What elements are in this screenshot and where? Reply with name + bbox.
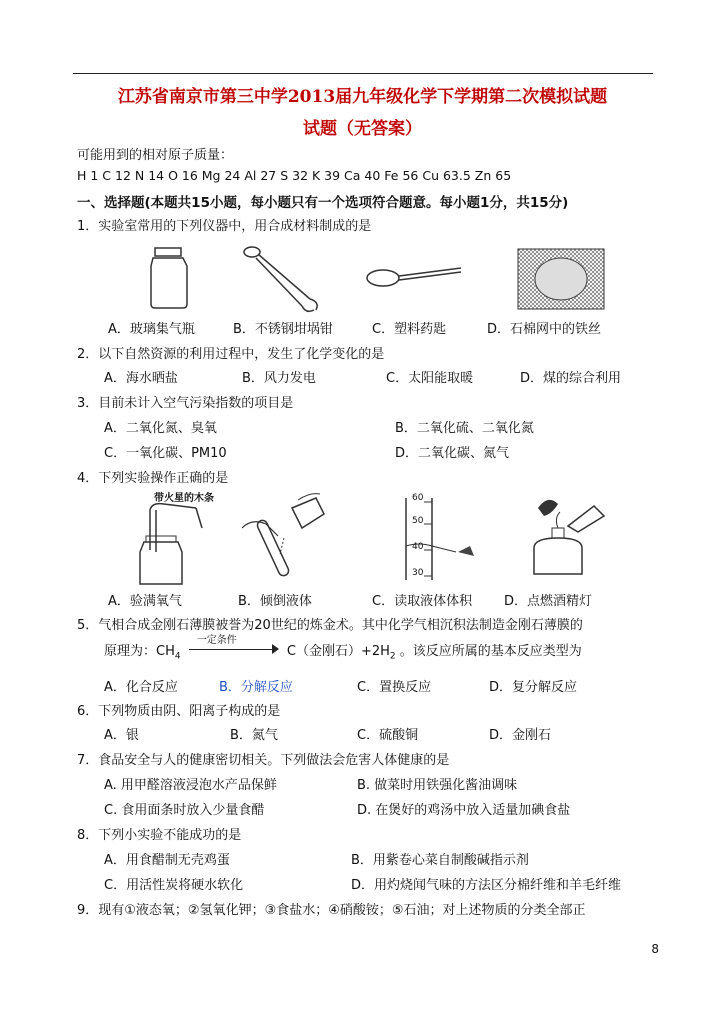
- question-8-option-a: A．用食醋制无壳鸡蛋: [104, 853, 230, 868]
- question-7-option-a: A. 用甲醛溶液浸泡水产品保鲜: [104, 778, 277, 793]
- equation-reactant: 原理为：CH: [104, 644, 175, 659]
- question-8-stem: 8．下列小实验不能成功的是: [77, 828, 242, 843]
- question-2-option-c: C．太阳能取暖: [386, 371, 474, 386]
- equation-suffix: 。该反应所属的基本反应类型为: [399, 644, 582, 659]
- question-7-option-b: B. 做菜时用铁强化酱油调味: [357, 778, 518, 793]
- equation-sub-4: 4: [174, 651, 181, 662]
- plastic-spoon-figure: [365, 262, 465, 292]
- question-5-option-a: A．化合反应: [104, 680, 178, 695]
- question-7-option-d: D. 在煲好的鸡汤中放入适量加碘食盐: [357, 803, 571, 818]
- question-2-stem: 2．以下自然资源的利用过程中，发生了化学变化的是: [77, 347, 385, 362]
- question-8-option-c: C．用活性炭将硬水软化: [104, 878, 244, 893]
- question-5-option-b: B．分解反应: [219, 680, 293, 695]
- asbestos-gauze-figure: [517, 248, 605, 310]
- question-4-stem: 4．下列实验操作正确的是: [77, 471, 229, 486]
- alcohol-lamp-figure: [508, 488, 608, 584]
- question-1-stem: 1．实验室常用的下列仪器中，用合成材料制成的是: [77, 219, 372, 234]
- pouring-liquid-figure: [232, 488, 332, 584]
- question-3-option-d: D．二氧化碳、氮气: [395, 446, 510, 461]
- question-4-option-b: B．倾倒液体: [238, 594, 312, 609]
- question-3-stem: 3．目前未计入空气污染指数的项目是: [77, 396, 294, 411]
- title-line-1: 江苏省南京市第三中学2013届九年级化学下学期第二次模拟试题: [117, 87, 608, 107]
- question-7-option-c: C. 食用面条时放入少量食醋: [104, 803, 265, 818]
- question-3-option-a: A．二氧化氮、臭氧: [104, 421, 217, 436]
- question-2-option-d: D．煤的综合利用: [520, 371, 622, 386]
- oxygen-test-figure: [130, 500, 210, 588]
- question-1-option-b: B．不锈钢坩埚钳: [233, 322, 333, 337]
- cylinder-tick-30: 30: [412, 568, 424, 578]
- atomic-mass-list: H 1 C 12 N 14 O 16 Mg 24 Al 27 S 32 K 39 Ca 40 Fe 56 Cu 63.5 Zn 65: [77, 168, 512, 183]
- question-4-option-a: A．验满氧气: [108, 594, 182, 609]
- question-9-stem: 9．现有①液态氧；②氢氧化钾；③食盐水；④硝酸铵；⑤石油；对上述物质的分类全部正: [77, 903, 586, 918]
- equation-condition: 一定条件: [196, 635, 237, 646]
- question-8-option-d: D．用灼烧闻气味的方法区分棉纤维和羊毛纤维: [351, 878, 622, 893]
- crucible-tongs-figure: [240, 244, 325, 314]
- question-1-option-a: A．玻璃集气瓶: [108, 322, 195, 337]
- question-5-option-c: C．置换反应: [357, 680, 432, 695]
- question-6-option-b: B．氮气: [230, 728, 278, 743]
- question-3-option-c: C．一氧化碳、PM10: [104, 446, 227, 461]
- question-6-stem: 6．下列物质由阴、阳离子构成的是: [77, 704, 281, 719]
- title-line-2: 试题（无答案）: [303, 119, 422, 139]
- question-1-option-d: D．石棉网中的铁丝: [487, 322, 602, 337]
- question-1-option-c: C．塑料药匙: [372, 322, 447, 337]
- question-5-stem: 5．气相合成金刚石薄膜被誉为20世纪的炼金术。其中化学气相沉积法制造金刚石薄膜的: [77, 618, 583, 633]
- question-8-option-b: B．用紫卷心菜自制酸碱指示剂: [351, 853, 529, 868]
- question-4-option-d: D．点燃酒精灯: [504, 594, 593, 609]
- cylinder-tick-60: 60: [412, 493, 424, 503]
- atomic-mass-label: 可能用到的相对原子质量：: [77, 148, 234, 163]
- question-2-option-a: A．海水晒盐: [104, 371, 178, 386]
- header-rule: [73, 73, 653, 74]
- question-4-option-c: C．读取液体体积: [372, 594, 473, 609]
- cylinder-tick-50: 50: [412, 516, 424, 526]
- question-3-option-b: B．二氧化硫、二氧化氮: [395, 421, 534, 436]
- question-5-equation: [104, 635, 582, 662]
- section-1-heading: 一、选择题(本题共15小题，每小题只有一个选项符合题意。每小题1分，共15分): [77, 195, 569, 211]
- question-6-option-c: C．硫酸铜: [357, 728, 419, 743]
- question-6-option-a: A．银: [104, 728, 139, 743]
- question-6-option-d: D．金刚石: [489, 728, 552, 743]
- gas-jar-figure: [145, 246, 195, 310]
- question-5-option-d: D．复分解反应: [489, 680, 578, 695]
- equation-sub-2: 2: [389, 651, 396, 662]
- equation-product: C（金刚石）+2H: [286, 644, 390, 659]
- equation-arrow: [189, 635, 279, 655]
- question-2-option-b: B．风力发电: [242, 371, 316, 386]
- burning-splint-label: 带火星的木条: [154, 493, 214, 504]
- question-7-stem: 7．食品安全与人的健康密切相关。下列做法会危害人体健康的是: [77, 753, 450, 768]
- cylinder-tick-40: 40: [412, 542, 424, 552]
- page-number: 8: [651, 942, 659, 956]
